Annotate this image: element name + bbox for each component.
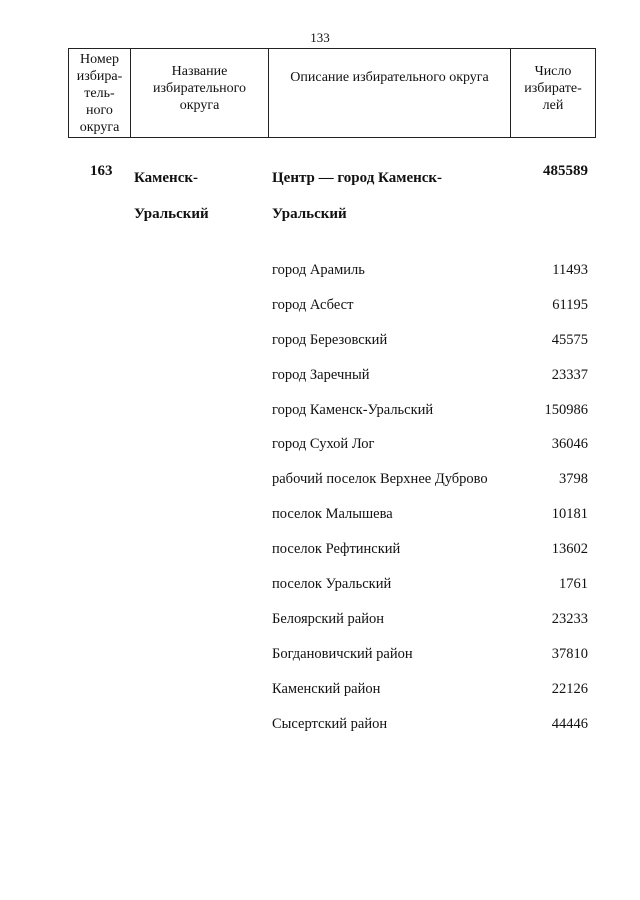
list-item (272, 436, 588, 471)
locality-voters: 45575 (551, 331, 588, 348)
header-district-description-label: Описание избирательного округа (290, 70, 489, 85)
table-header (68, 48, 596, 138)
district-center-line2: Уральский (272, 206, 347, 222)
header-district-description (269, 49, 511, 137)
district-voters: 485589 (543, 163, 588, 179)
header-district-number-label: Номер избира- тель- ного округа (76, 52, 123, 135)
locality-voters: 23233 (551, 610, 588, 627)
locality-voters: 10181 (551, 506, 588, 523)
list-item (272, 716, 588, 751)
list-item (272, 262, 588, 297)
locality-name: Каменский район (272, 680, 381, 697)
locality-name: поселок Рефтинский (272, 541, 401, 558)
list-item (272, 367, 588, 402)
locality-voters: 150986 (544, 401, 588, 418)
locality-name: город Арамиль (272, 262, 365, 278)
list-item (272, 541, 588, 576)
header-voter-count (511, 49, 595, 137)
locality-name: поселок Малышева (272, 506, 393, 523)
locality-voters: 23337 (551, 366, 588, 383)
district-number: 163 (90, 163, 113, 179)
header-district-name-label: Название избирательного округа (152, 64, 247, 113)
district-name (134, 160, 264, 232)
list-item (272, 506, 588, 541)
district-name-line1: Каменск- (134, 170, 198, 186)
locality-voters: 61195 (552, 296, 588, 313)
locality-voters: 1761 (559, 576, 588, 593)
locality-voters: 13602 (551, 541, 588, 558)
locality-voters: 37810 (551, 645, 588, 662)
locality-name: Сысертский район (272, 715, 388, 732)
district-center-line1: Центр — город Каменск- (272, 170, 443, 186)
locality-name: город Заречный (272, 366, 370, 383)
locality-name: город Асбест (272, 296, 354, 313)
header-voter-count-label: Число избирате- лей (524, 64, 582, 113)
district-center (272, 160, 512, 232)
locality-voters: 3798 (559, 471, 588, 488)
list-item (272, 402, 588, 437)
locality-voters: 36046 (551, 436, 588, 453)
page-number: 133 (310, 30, 330, 45)
list-item (272, 681, 588, 716)
list-item (272, 471, 588, 506)
header-district-name (131, 49, 269, 137)
locality-name: Богдановичский район (272, 645, 413, 662)
list-item (272, 646, 588, 681)
list-item (272, 332, 588, 367)
locality-voters: 22126 (551, 680, 588, 697)
list-item (272, 611, 588, 646)
locality-name: поселок Уральский (272, 576, 392, 593)
district-name-line2: Уральский (134, 206, 209, 222)
header-district-number (69, 49, 131, 137)
locality-name: город Сухой Лог (272, 436, 375, 453)
locality-name: Белоярский район (272, 610, 384, 627)
list-item (272, 576, 588, 611)
locality-voters: 11493 (552, 262, 588, 278)
locality-name: рабочий поселок Верхнее Дуброво (272, 471, 488, 488)
locality-name: город Березовский (272, 331, 388, 348)
list-item (272, 297, 588, 332)
locality-name: город Каменск-Уральский (272, 401, 434, 418)
locality-list (272, 262, 588, 750)
locality-voters: 44446 (551, 715, 588, 732)
